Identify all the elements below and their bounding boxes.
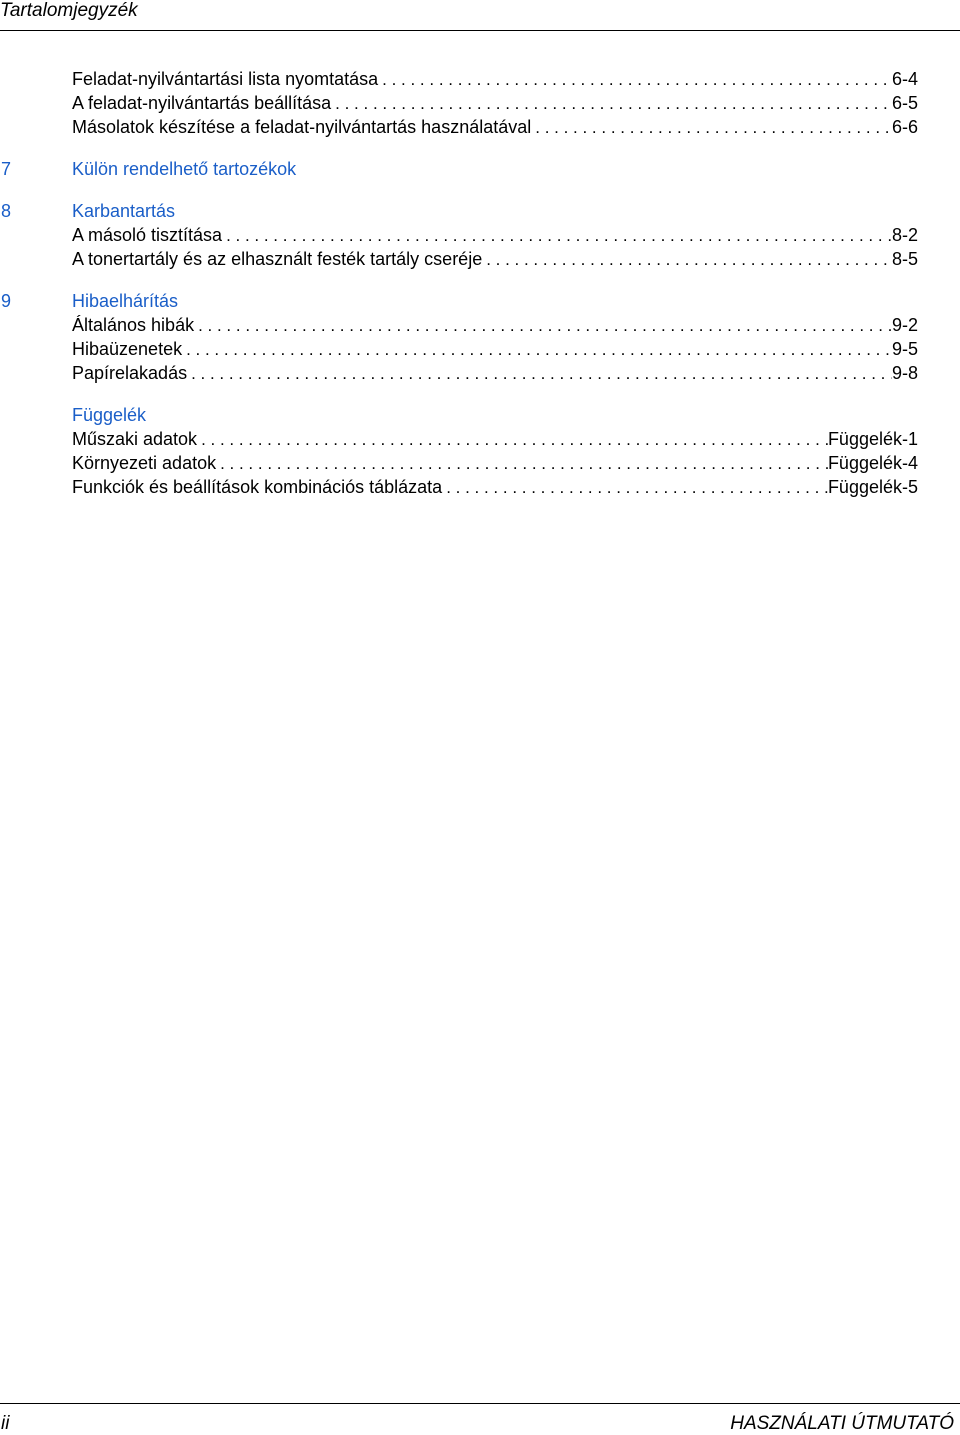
- toc-entry[interactable]: [72, 337, 918, 361]
- toc-entry[interactable]: [72, 91, 918, 115]
- toc-entry-page: 6-4: [891, 69, 918, 89]
- toc-entry-title: Műszaki adatok: [72, 429, 198, 449]
- toc-chapter-7: [0, 157, 918, 181]
- toc-continued-section: [0, 67, 918, 139]
- chapter-title: Hibaelhárítás: [72, 291, 179, 311]
- toc-appendix: [0, 403, 918, 499]
- dot-leader: [197, 428, 828, 452]
- toc-entry-title: Funkciók és beállítások kombinációs táblázata: [72, 477, 443, 497]
- toc-chapter-8: [0, 199, 918, 271]
- toc-entry-page: 9-8: [891, 363, 918, 383]
- chapter-number: 8: [1, 201, 12, 221]
- toc-entry[interactable]: [72, 223, 918, 247]
- header-rule: [0, 30, 960, 31]
- toc-entry-page: 8-2: [891, 225, 918, 245]
- chapter-heading[interactable]: [0, 289, 918, 313]
- toc-entry[interactable]: [72, 67, 918, 91]
- toc-chapter-9: [0, 289, 918, 385]
- toc-entry[interactable]: [72, 115, 918, 139]
- toc-entry-page: Függelék-5: [827, 477, 918, 497]
- toc-entry-page: 9-5: [891, 339, 918, 359]
- footer-page-number: ii: [1, 1413, 10, 1434]
- chapter-title: Külön rendelhető tartozékok: [72, 159, 297, 179]
- footer-rule: [0, 1403, 960, 1404]
- dot-leader: [331, 92, 892, 116]
- toc-entry-title: Feladat-nyilvántartási lista nyomtatása: [72, 69, 379, 89]
- dot-leader: [182, 338, 892, 362]
- toc-entry[interactable]: [72, 427, 918, 451]
- toc-entry[interactable]: [72, 313, 918, 337]
- table-of-contents: [0, 67, 918, 517]
- toc-entry-title: A feladat-nyilvántartás beállítása: [72, 93, 332, 113]
- toc-entry-title: Általános hibák: [72, 315, 195, 335]
- toc-entry[interactable]: [72, 451, 918, 475]
- toc-entry-page: Függelék-1: [827, 429, 918, 449]
- chapter-number: 7: [1, 159, 12, 179]
- dot-leader: [482, 248, 892, 272]
- footer-manual-title: HASZNÁLATI ÚTMUTATÓ: [730, 1413, 954, 1434]
- toc-entry-title: Papírelakadás: [72, 363, 188, 383]
- toc-entry-title: Hibaüzenetek: [72, 339, 183, 359]
- chapter-heading[interactable]: [0, 199, 918, 223]
- chapter-title: Karbantartás: [72, 201, 176, 221]
- toc-entry-title: Másolatok készítése a feladat-nyilvántartás használatával: [72, 117, 532, 137]
- dot-leader: [378, 68, 892, 92]
- dot-leader: [187, 362, 892, 386]
- chapter-number: 9: [1, 291, 12, 311]
- toc-entry-page: 6-5: [891, 93, 918, 113]
- toc-entry-page: 9-2: [891, 315, 918, 335]
- toc-entry[interactable]: [72, 361, 918, 385]
- toc-entry[interactable]: [72, 247, 918, 271]
- toc-entry-page: 8-5: [891, 249, 918, 269]
- dot-leader: [531, 116, 892, 140]
- toc-entry[interactable]: [72, 475, 918, 499]
- toc-entry-page: 6-6: [891, 117, 918, 137]
- chapter-heading[interactable]: [0, 157, 918, 181]
- dot-leader: [216, 452, 828, 476]
- toc-entry-title: Környezeti adatok: [72, 453, 217, 473]
- toc-entry-page: Függelék-4: [827, 453, 918, 473]
- running-header-title: Tartalomjegyzék: [0, 0, 138, 21]
- toc-entry-title: A tonertartály és az elhasznált festék tartály cseréje: [72, 249, 483, 269]
- dot-leader: [442, 476, 828, 500]
- dot-leader: [194, 314, 892, 338]
- chapter-heading[interactable]: [0, 403, 918, 427]
- dot-leader: [222, 224, 892, 248]
- chapter-title: Függelék: [72, 405, 147, 425]
- toc-entry-title: A másoló tisztítása: [72, 225, 223, 245]
